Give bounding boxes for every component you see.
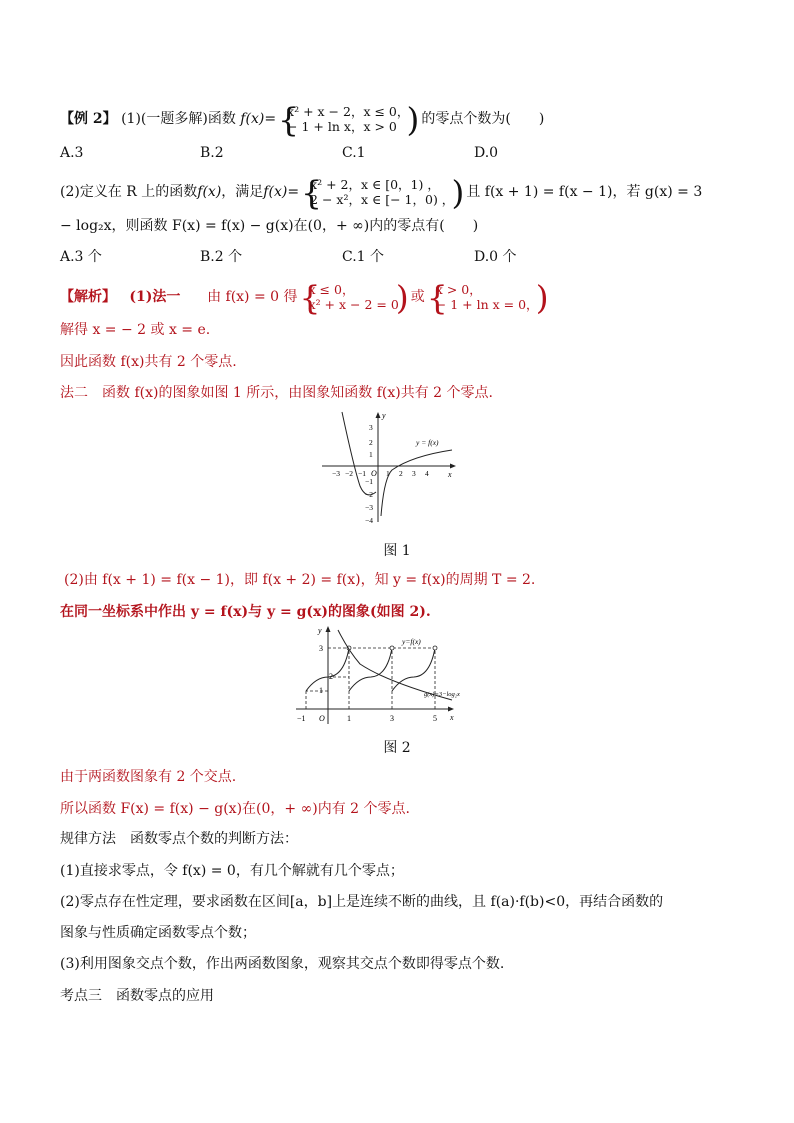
method-point-2: (2)零点存在性定理，要求函数在区间[a，b]上是连续不断的曲线，且 f(a)·f(b)<0，再结合函数的	[60, 894, 664, 910]
figure-2-caption: 图 2	[383, 740, 411, 756]
x-tick-label: 5	[433, 714, 437, 723]
option-b: B.2 个	[200, 249, 243, 265]
x-tick-label: 3	[412, 469, 416, 478]
figure-1-caption: 图 1	[383, 543, 411, 559]
period-line: (2)由 f(x + 1) = f(x − 1)，即 f(x + 2) = f(x)，知 y = f(x)的周期 T = 2.	[64, 572, 536, 588]
x-tick-label: −1	[358, 469, 366, 478]
y-tick-label: 2	[369, 438, 373, 447]
y-tick-label: −3	[365, 503, 373, 512]
open-endpoint	[433, 646, 437, 650]
origin-label: O	[319, 714, 325, 723]
option-d: D.0	[474, 145, 499, 161]
axis-y-label: y	[382, 411, 386, 420]
option-c: C.1 个	[342, 249, 385, 265]
case-row: − 1 + ln x，x > 0	[287, 119, 397, 134]
f-curve-label: y=f(x)	[402, 637, 421, 646]
system-row: x² + x − 2 = 0	[308, 297, 399, 312]
right-brace: )	[406, 100, 420, 139]
example-2-line	[60, 100, 545, 139]
log-branch-curve	[381, 450, 452, 516]
piecewise-2	[301, 173, 465, 212]
y-arrow	[376, 412, 381, 418]
option-a: A.3	[60, 145, 84, 161]
x-arrow	[448, 707, 454, 712]
method-title: 规律方法 函数零点个数的判断方法：	[60, 831, 298, 847]
option-c: C.1	[342, 145, 366, 161]
case-row: 2 − x²，x ∈ [− 1，0) ，	[310, 192, 455, 207]
method-1: (1)法一	[129, 289, 181, 305]
system-row: − 1 + ln x = 0，	[435, 297, 539, 312]
left-brace: {	[278, 100, 300, 139]
section-heading: 考点三 函数零点的应用	[60, 988, 214, 1004]
axis-x-label: x	[450, 713, 454, 722]
y-tick-label: 3	[319, 644, 323, 653]
right-brace: )	[535, 278, 549, 317]
or-word: 或	[410, 289, 425, 305]
system-1	[299, 278, 409, 317]
method-point-2-cont: 图象与性质确定函数零点个数；	[60, 925, 256, 941]
q2-tail: 且 f(x + 1) = f(x − 1)，若 g(x) = 3	[466, 184, 703, 200]
solution-line: 解得 x = − 2 或 x = e.	[60, 322, 211, 338]
conclusion-line-2: 所以函数 F(x) = f(x) − g(x)在(0，+ ∞)内有 2 个零点.	[60, 801, 410, 817]
analysis-tag: 【解析】	[60, 289, 116, 305]
y-tick-label: −1	[365, 477, 373, 486]
method-point-3: (3)利用图象交点个数，作出两函数图象，观察其交点个数即得零点个数.	[60, 956, 505, 972]
y-arrow	[326, 626, 331, 632]
same-axes-line: 在同一坐标系中作出 y = f(x)与 y = g(x)的图象(如图 2).	[60, 604, 431, 620]
option-d: D.0 个	[474, 249, 517, 265]
fx-symbol: f(x)	[197, 184, 222, 200]
analysis-line	[60, 278, 551, 317]
fx-symbol: f(x)	[240, 111, 265, 127]
x-tick-label: 2	[399, 469, 403, 478]
y-tick-label: 2	[329, 672, 333, 681]
system-row: x > 0，	[435, 282, 482, 297]
y-tick-label: 1	[319, 686, 323, 695]
x-tick-label: −3	[332, 469, 340, 478]
y-tick-label: −4	[365, 516, 373, 525]
axis-y-label: y	[318, 626, 322, 635]
left-brace: {	[426, 278, 448, 317]
g-curve-label: g(x)=3−log₂x	[424, 691, 460, 698]
question-2-line	[60, 173, 703, 212]
x-tick-label: 1	[386, 469, 390, 478]
x-tick-label: −2	[345, 469, 353, 478]
right-brace: )	[395, 278, 409, 317]
thus-line: 因此函数 f(x)共有 2 个零点.	[60, 354, 237, 370]
figure-2	[292, 624, 462, 728]
left-brace: {	[301, 173, 323, 212]
x-tick-label: 3	[390, 714, 394, 723]
origin-label: O	[371, 469, 377, 478]
option-b: B.2	[200, 145, 224, 161]
option-a: A.3 个	[60, 249, 102, 265]
open-endpoint	[390, 646, 394, 650]
piecewise-1	[278, 100, 420, 139]
x-tick-label: 1	[347, 714, 351, 723]
fx-symbol: f(x)	[263, 184, 288, 200]
y-tick-label: 1	[369, 450, 373, 459]
example-part1: (1)(一题多解)函数	[121, 111, 236, 127]
curve-label: y = f(x)	[416, 438, 439, 447]
f-curve-period-3	[392, 648, 435, 691]
y-tick-label: −2	[365, 490, 373, 499]
method-2-line: 法二 函数 f(x)的图象如图 1 所示，由图象知函数 f(x)共有 2 个零点.	[60, 385, 493, 401]
q2-head: (2)定义在 R 上的函数	[60, 184, 198, 200]
right-brace: )	[451, 173, 465, 212]
axis-x-label: x	[448, 470, 452, 479]
x-tick-label: −1	[297, 714, 306, 723]
system-row: x ≤ 0，	[308, 282, 355, 297]
example-tail: 的零点个数为( )	[421, 111, 545, 127]
example-tag: 【例 2】	[60, 111, 117, 127]
f-curve-period-2	[349, 648, 392, 691]
g-curve	[338, 630, 452, 700]
equals: =	[287, 184, 300, 200]
method-1-text: 由 f(x) = 0 得	[207, 289, 298, 305]
y-tick-label: 3	[369, 423, 373, 432]
figure-1	[320, 408, 460, 526]
case-row: x² + 2，x ∈ [0，1) ，	[310, 177, 440, 192]
x-tick-label: 4	[425, 469, 429, 478]
left-brace: {	[299, 278, 321, 317]
q2-mid: ，满足	[221, 184, 264, 200]
method-point-1: (1)直接求零点，令 f(x) = 0，有几个解就有几个零点；	[60, 863, 404, 879]
dashed-guides	[306, 648, 435, 709]
conclusion-line-1: 由于两函数图象有 2 个交点.	[60, 769, 237, 785]
x-arrow	[450, 464, 456, 469]
question-2-line2: − log₂x，则函数 F(x) = f(x) − g(x)在(0，+ ∞)内的零点有( )	[60, 218, 479, 234]
equals: =	[264, 111, 277, 127]
case-row: x² + x − 2，x ≤ 0，	[287, 104, 410, 119]
system-2	[426, 278, 549, 317]
